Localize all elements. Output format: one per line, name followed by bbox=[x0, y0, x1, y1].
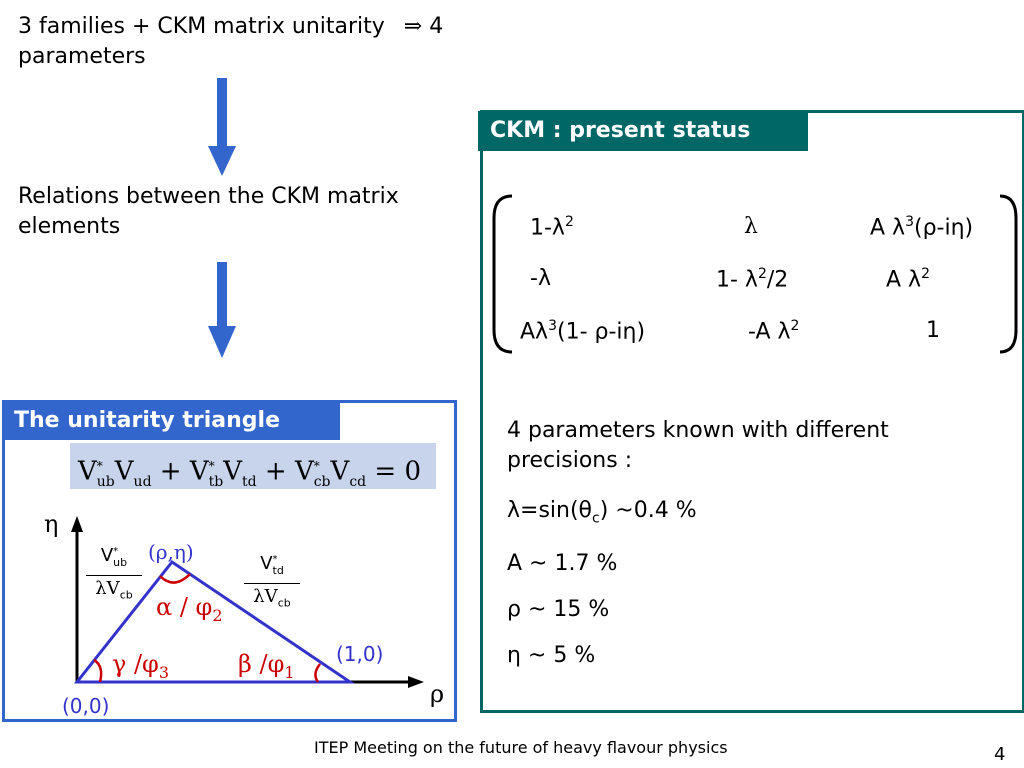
apex-coordinate: (ρ,η) bbox=[148, 540, 194, 564]
matrix-r2c2: 1- $\lambda^2/2$ bbox=[716, 266, 789, 293]
right-side-ratio bbox=[244, 548, 300, 616]
matrix-r1c2: λ bbox=[744, 214, 758, 239]
rho-precision: ρ ~ 15 % bbox=[507, 597, 610, 623]
left-side-ratio bbox=[86, 540, 142, 608]
right-ratio-numerator: $V^*_{td}$ bbox=[244, 548, 300, 584]
intro-line1-tail: 4 bbox=[429, 14, 444, 39]
gamma-arc bbox=[94, 660, 101, 682]
gamma-label: γ $/\varphi_3$ bbox=[112, 650, 170, 682]
beta-arc bbox=[315, 664, 320, 682]
intro-line2: parameters bbox=[18, 44, 146, 69]
footer-caption: ITEP Meeting on the future of heavy flavour physics bbox=[314, 738, 728, 757]
rho-axis-arrowhead bbox=[408, 676, 424, 688]
intro-text bbox=[18, 12, 443, 72]
ckm-status-title: CKM : present status bbox=[478, 111, 808, 151]
down-arrow-icon bbox=[204, 78, 240, 178]
intro-line1: 3 families + CKM matrix unitarity bbox=[18, 14, 385, 39]
unit-coordinate: (1,0) bbox=[336, 642, 384, 666]
left-ratio-numerator: $V^*_{ub}$ bbox=[86, 540, 142, 576]
parameter-list bbox=[507, 416, 1007, 679]
matrix-r2c3: A $\lambda^2$ bbox=[886, 266, 930, 293]
matrix-r3c3: 1 bbox=[926, 318, 940, 343]
matrix-r2c1: -λ bbox=[530, 266, 551, 291]
rho-axis-label: ρ bbox=[430, 680, 445, 708]
params-intro-2: precisions : bbox=[507, 448, 633, 473]
right-ratio-denominator: $\lambda V_{cb}$ bbox=[253, 585, 291, 610]
origin-coordinate: (0,0) bbox=[62, 694, 110, 718]
page-number: 4 bbox=[994, 744, 1006, 765]
unitarity-formula: $V^*_{ub}V_{ud} + V^*_{tb}V_{td} + V^*_{cb}V_{cd} = 0$ bbox=[70, 443, 436, 489]
a-precision: A ~ 1.7 % bbox=[507, 551, 618, 577]
alpha-label: α / $\varphi_2$ bbox=[156, 593, 223, 625]
matrix-r1c1: $1-\lambda^2$ bbox=[530, 214, 574, 241]
matrix-r1c3: A $\lambda^3(\rho-i\eta)$ bbox=[870, 214, 974, 241]
eta-axis-arrowhead bbox=[71, 516, 83, 532]
down-arrow-icon bbox=[204, 262, 240, 362]
relations-text bbox=[18, 182, 399, 242]
beta-label: β $/\varphi_1$ bbox=[238, 650, 295, 682]
implies-symbol: ⇒ bbox=[403, 14, 423, 39]
relations-line2: elements bbox=[18, 214, 121, 239]
alpha-arc bbox=[160, 574, 190, 583]
eta-axis-label: η bbox=[44, 510, 59, 538]
eta-precision: η ~ 5 % bbox=[507, 643, 596, 669]
relations-line1: Relations between the CKM matrix bbox=[18, 184, 399, 209]
lambda-precision: $\lambda=\sin(\theta_c)$ ~0.4 % bbox=[507, 498, 697, 527]
left-ratio-denominator: $\lambda V_{cb}$ bbox=[95, 577, 133, 602]
matrix-r3c1: $A\lambda^3(1-$ ρ-iη) bbox=[520, 318, 646, 345]
matrix-r3c2: -A $\lambda^2$ bbox=[748, 318, 800, 345]
params-intro-1: 4 parameters known with different bbox=[507, 418, 889, 443]
unitarity-triangle-title: The unitarity triangle bbox=[2, 402, 340, 440]
unitarity-triangle-diagram bbox=[0, 490, 460, 722]
